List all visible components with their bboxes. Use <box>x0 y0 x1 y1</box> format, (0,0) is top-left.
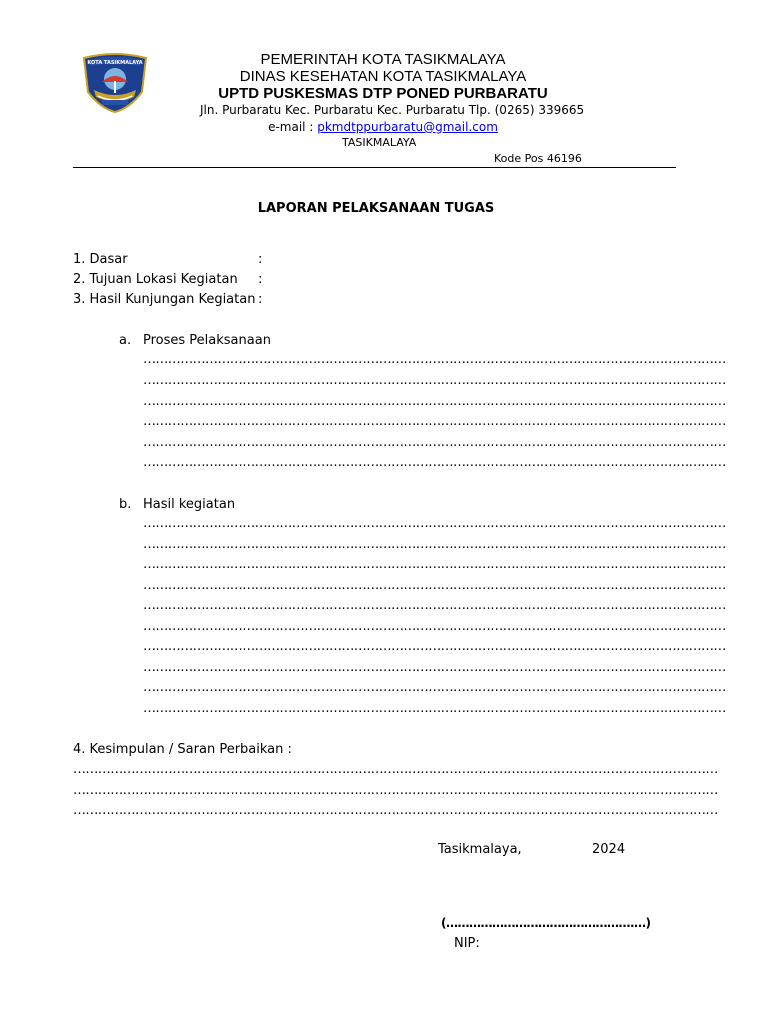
section-a-line: …………………………………………………………………………………………………………………………… <box>143 435 726 450</box>
section-b-line: …………………………………………………………………………………………………………………………… <box>143 557 726 572</box>
section-b-line: …………………………………………………………………………………………………………………………… <box>143 660 726 675</box>
field-basis-label: 1. Dasar <box>73 252 128 267</box>
svg-text:KOTA TASIKMALAYA: KOTA TASIKMALAYA <box>87 60 143 66</box>
header-address: Jln. Purbaratu Kec. Purbaratu Kec. Purbaratu Tlp. (0265) 339665 <box>200 103 585 117</box>
section-a-line: …………………………………………………………………………………………………………………………… <box>143 455 726 470</box>
section-a-marker: a. <box>119 333 132 348</box>
section-b-line: …………………………………………………………………………………………………………………………… <box>143 639 726 654</box>
section-a-line: …………………………………………………………………………………………………………………………… <box>143 414 726 429</box>
report-title: LAPORAN PELAKSANAAN TUGAS <box>257 201 495 216</box>
conclusion-label: 4. Kesimpulan / Saran Perbaikan : <box>73 742 292 757</box>
signature-year: 2024 <box>592 842 626 857</box>
header-postal-code: Kode Pos 46196 <box>494 152 582 165</box>
header-divider <box>73 167 676 168</box>
section-b-line: …………………………………………………………………………………………………………………………… <box>143 619 726 634</box>
section-a-label: Proses Pelaksanaan <box>143 333 271 348</box>
signature-name: (………………………………………….…) <box>441 916 651 930</box>
conclusion-line: ………………………………………………………………………………………………………………………………………… <box>73 762 718 777</box>
field-location-label: 2. Tujuan Lokasi Kegiatan <box>73 272 238 287</box>
section-b-line: …………………………………………………………………………………………………………………………… <box>143 598 726 613</box>
section-b-line: …………………………………………………………………………………………………………………………… <box>143 578 726 593</box>
section-b-line: …………………………………………………………………………………………………………………………… <box>143 537 726 552</box>
tasikmalaya-city-emblem <box>80 52 150 114</box>
conclusion-line: ………………………………………………………………………………………………………………………………………… <box>73 783 718 798</box>
section-a-line: …………………………………………………………………………………………………………………………… <box>143 373 726 388</box>
header-department: DINAS KESEHATAN KOTA TASIKMALAYA <box>239 68 527 85</box>
signature-place: Tasikmalaya, <box>438 842 522 857</box>
section-b-line: …………………………………………………………………………………………………………………………… <box>143 701 726 716</box>
email-link[interactable]: pkmdtppurbaratu@gmail.com <box>317 120 498 134</box>
field-visit-result-label: 3. Hasil Kunjungan Kegiatan <box>73 292 256 307</box>
section-a-line: …………………………………………………………………………………………………………………………… <box>143 394 726 409</box>
signature-nip: NIP: <box>454 936 480 951</box>
header-government: PEMERINTAH KOTA TASIKMALAYA <box>260 51 506 68</box>
header-city: TASIKMALAYA <box>342 136 417 149</box>
email-label: e-mail : <box>268 120 318 134</box>
conclusion-line: ………………………………………………………………………………………………………………………………………… <box>73 803 718 818</box>
header-email-row <box>200 120 566 134</box>
section-b-line: …………………………………………………………………………………………………………………………… <box>143 680 726 695</box>
header-institution: UPTD PUSKESMAS DTP PONED PURBARATU <box>218 85 548 102</box>
section-b-line: …………………………………………………………………………………………………………………………… <box>143 516 726 531</box>
field-basis-colon: : <box>258 252 263 267</box>
field-visit-result-colon: : <box>258 292 263 307</box>
section-b-marker: b. <box>119 497 132 512</box>
section-b-label: Hasil kegiatan <box>143 497 236 512</box>
field-location-colon: : <box>258 272 263 287</box>
section-a-line: …………………………………………………………………………………………………………………………… <box>143 352 726 367</box>
